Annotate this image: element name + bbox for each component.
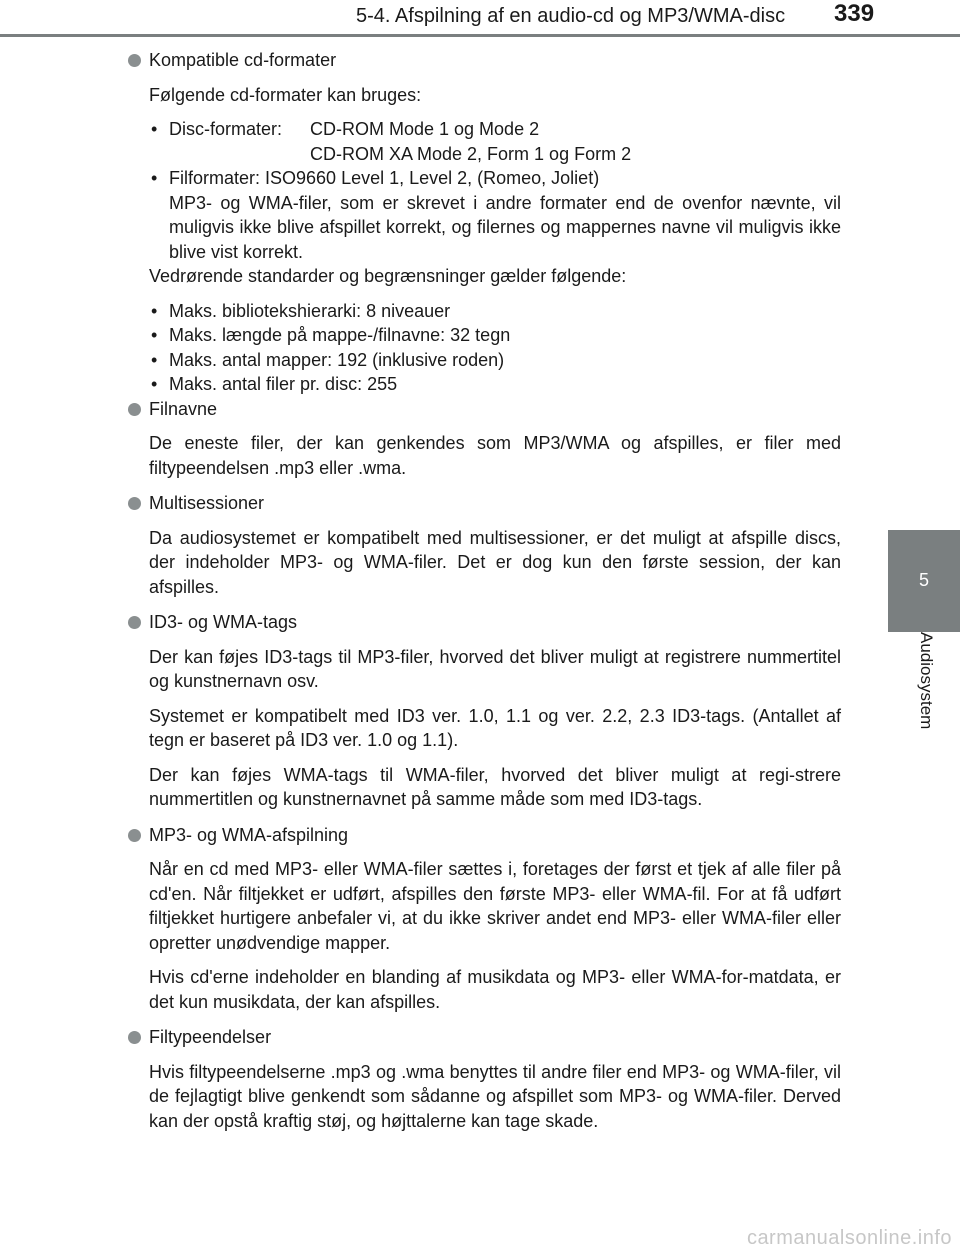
formats-list bbox=[149, 117, 841, 264]
limits-list bbox=[149, 299, 841, 397]
formats-intro: Følgende cd-formater kan bruges: bbox=[149, 84, 422, 105]
chapter-side-label-text: Audiosystem bbox=[917, 632, 936, 730]
playback-text-1: Når en cd med MP3- eller WMA-filer sættes i, foretages der først et tjek af alle filer på cd'en. Når filtjekket er udført, afspilles den første MP3- eller WMA-fil. For at få udført filtjekket hurtigere anbefaler vi, at du ikke skriver andet end MP3- eller WMA-filer eller opretter unødvendige mapper. bbox=[149, 859, 841, 953]
list-item: • Maks. antal mapper: 192 (inklusive roden) bbox=[151, 349, 505, 370]
extensions-text: Hvis filtypeendelserne .mp3 og .wma benyttes til andre filer end MP3- og WMA-filer, vil de fejlagtigt blive genkendt som sådanne og afspillet som MP3- og WMA-filer. Derved kan der opstå kraftig støj, og højttalerne kan tage skade. bbox=[149, 1061, 841, 1131]
tags-text-1: Der kan føjes ID3-tags til MP3-filer, hvorved det bliver muligt at registrere nummertitel og kunstnernavn osv. bbox=[149, 646, 841, 691]
chapter-tab-number: 5 bbox=[918, 570, 929, 590]
tags-text-2: Systemet er kompatibelt med ID3 ver. 1.0, 1.1 og ver. 2.2, 2.3 ID3-tags. (Antallet af tegn er baseret på ID3 ver. 1.0 og 1.1). bbox=[149, 705, 841, 750]
bullet-mark: • bbox=[151, 119, 158, 139]
tags-text-3: Der kan føjes WMA-tags til WMA-filer, hvorved det bliver muligt at regi-strere nummertitlen og kunstnernavnet på samme måde som med ID3-tags. bbox=[149, 764, 841, 809]
list-item: • Maks. bibliotekshierarki: 8 niveauer bbox=[151, 300, 451, 321]
chapter-title: 5-4. Afspilning af en audio-cd og MP3/WMA-disc bbox=[356, 5, 786, 27]
list-item: • Filformater: ISO9660 Level 1, Level 2, (Romeo, Joliet) MP3- og WMA-filer, som er skrevet i andre formater end de ovenfor nævnte, vil muligvis ikke blive afspillet korrekt, og filernes og mappernes navne vil muligvis ikke blive vist korrekt. bbox=[151, 168, 841, 262]
chapter-tab bbox=[888, 530, 960, 632]
standards-intro: Vedrørende standarder og begrænsninger gælder følgende: bbox=[149, 266, 627, 286]
playback-text-2: Hvis cd'erne indeholder en blanding af musikdata og MP3- eller WMA-for-matdata, er det kun musikdata, der kan afspilles. bbox=[149, 967, 841, 1012]
section-heading-multisession: Multisessioner bbox=[127, 491, 841, 516]
section-heading-extensions: Filtypeendelser bbox=[127, 1025, 841, 1050]
section-heading-playback: MP3- og WMA-afspilning bbox=[127, 823, 841, 848]
list-item: • Disc-formater: CD-ROM Mode 1 og Mode 2 CD-ROM XA Mode 2, Form 1 og Form 2 bbox=[151, 119, 632, 164]
chapter-side-label bbox=[888, 632, 960, 772]
list-item: • Maks. antal filer pr. disc: 255 bbox=[151, 374, 398, 394]
multisession-text: Da audiosystemet er kompatibelt med multisessioner, er det muligt at afspille discs, der indeholder MP3- og WMA-filer. Det er dog kun den første session, der kan afspilles. bbox=[149, 527, 841, 597]
bullet-dot-icon bbox=[128, 54, 141, 67]
list-item: • Maks. længde på mappe-/filnavne: 32 tegn bbox=[151, 325, 511, 345]
watermark-text: carmanualsonline.info bbox=[746, 1227, 952, 1249]
bullet-dot-icon bbox=[128, 829, 141, 842]
bullet-dot-icon bbox=[128, 616, 141, 629]
filenames-text: De eneste filer, der kan genkendes som MP3/WMA og afspilles, er filer med filtypeendelsen .mp3 eller .wma. bbox=[149, 433, 841, 478]
page-number: 339 bbox=[834, 0, 875, 27]
bullet-dot-icon bbox=[128, 1031, 141, 1044]
bullet-dot-icon bbox=[128, 497, 141, 510]
page-header bbox=[0, 0, 960, 36]
section-heading-tags: ID3- og WMA-tags bbox=[127, 610, 841, 635]
header-divider bbox=[0, 34, 960, 37]
page-content bbox=[127, 48, 841, 1133]
bullet-mark: • bbox=[151, 168, 158, 188]
section-heading-formats: Kompatible cd-formater bbox=[127, 48, 841, 73]
section-heading-filenames: Filnavne bbox=[127, 397, 841, 422]
bullet-dot-icon bbox=[128, 403, 141, 416]
